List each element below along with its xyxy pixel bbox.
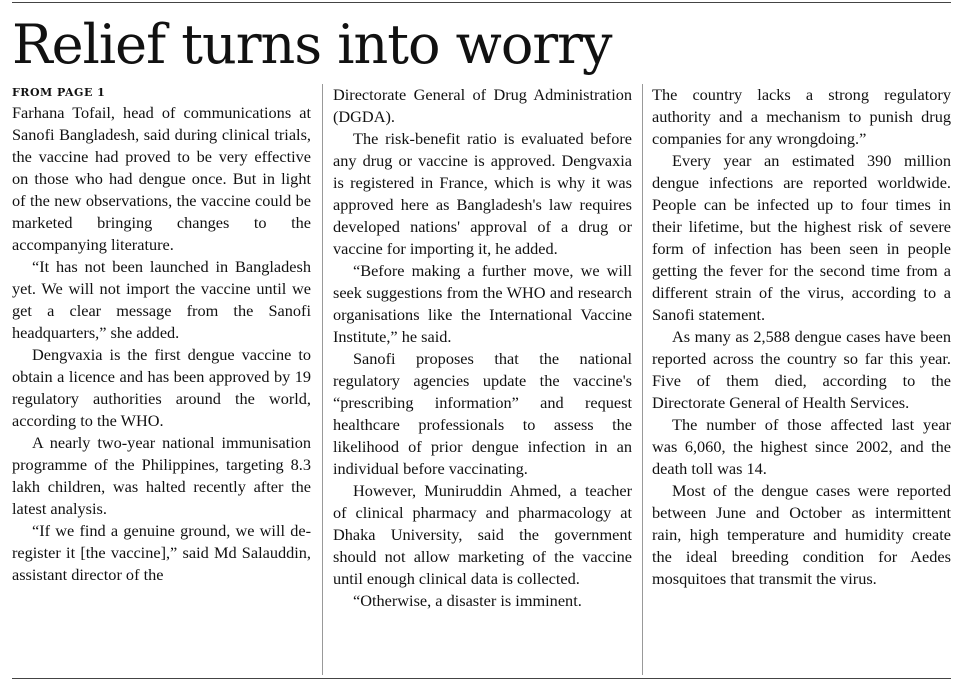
article-column-2 — [333, 84, 632, 612]
article-column-1 — [12, 102, 311, 586]
bottom-rule — [12, 678, 951, 679]
paragraph: The country lacks a strong regulatory authority and a mechanism to punish drug companies for any wrongdoing.” — [652, 85, 951, 148]
paragraph: “If we find a genuine ground, we will de-register it [the vaccine],” said Md Salauddin, assistant director of the — [12, 521, 311, 584]
paragraph: As many as 2,588 dengue cases have been reported across the country so far this year. Five of them died, according to the Directorate General of Health Services. — [652, 327, 951, 412]
column-divider — [322, 84, 323, 675]
paragraph: Farhana Tofail, head of communications at Sanofi Bangladesh, said during clinical trials, the vaccine had proved to be very effective on those who had dengue once. But in light of the new observations, the vaccine could be marketed bringing changes to the accompanying literature. — [12, 103, 311, 254]
paragraph: A nearly two-year national immunisation programme of the Philippines, targeting 8.3 lakh children, was halted recently after the latest analysis. — [12, 433, 311, 518]
headline: Relief turns into worry — [12, 13, 612, 76]
paragraph: Sanofi proposes that the national regulatory agencies update the vaccine's “prescribing information” and request healthcare professionals to assess the likelihood of prior dengue infection in an individual before vaccinating. — [333, 349, 632, 478]
column-divider — [642, 84, 643, 675]
paragraph: Directorate General of Drug Administration (DGDA). — [333, 85, 632, 126]
paragraph: Most of the dengue cases were reported between June and October as intermittent rain, high temperature and humidity create the ideal breeding condition for Aedes mosquitoes that transmit the virus. — [652, 481, 951, 588]
paragraph: “Otherwise, a disaster is imminent. — [353, 591, 582, 610]
paragraph: “It has not been launched in Bangladesh yet. We will not import the vaccine until we get a clear message from the Sanofi headquarters,” she added. — [12, 257, 311, 342]
article-column-3 — [652, 84, 951, 590]
top-rule — [12, 2, 951, 3]
paragraph: Dengvaxia is the first dengue vaccine to obtain a licence and has been approved by 19 regulatory authorities around the world, according to the WHO. — [12, 345, 311, 430]
paragraph: However, Muniruddin Ahmed, a teacher of clinical pharmacy and pharmacology at Dhaka University, said the government should not allow marketing of the vaccine until enough clinical data is collected. — [333, 481, 632, 588]
paragraph: Every year an estimated 390 million dengue infections are reported worldwide. People can be infected up to four times in their lifetime, but the highest risk of severe form of infection has been seen in people getting the fever for the second time from a different strain of the virus, according to a Sanofi statement. — [652, 151, 951, 324]
paragraph: The number of those affected last year was 6,060, the highest since 2002, and the death toll was 14. — [652, 415, 951, 478]
kicker-from-page: FROM PAGE 1 — [12, 86, 106, 99]
paragraph: “Before making a further move, we will seek suggestions from the WHO and research organisations like the International Vaccine Institute,” he said. — [333, 261, 632, 346]
paragraph: The risk-benefit ratio is evaluated before any drug or vaccine is approved. Dengvaxia is registered in France, which is why it was approved here as Bangladesh's law requires developed nations' approval of a drug or vaccine for importing it, he added. — [333, 129, 632, 258]
